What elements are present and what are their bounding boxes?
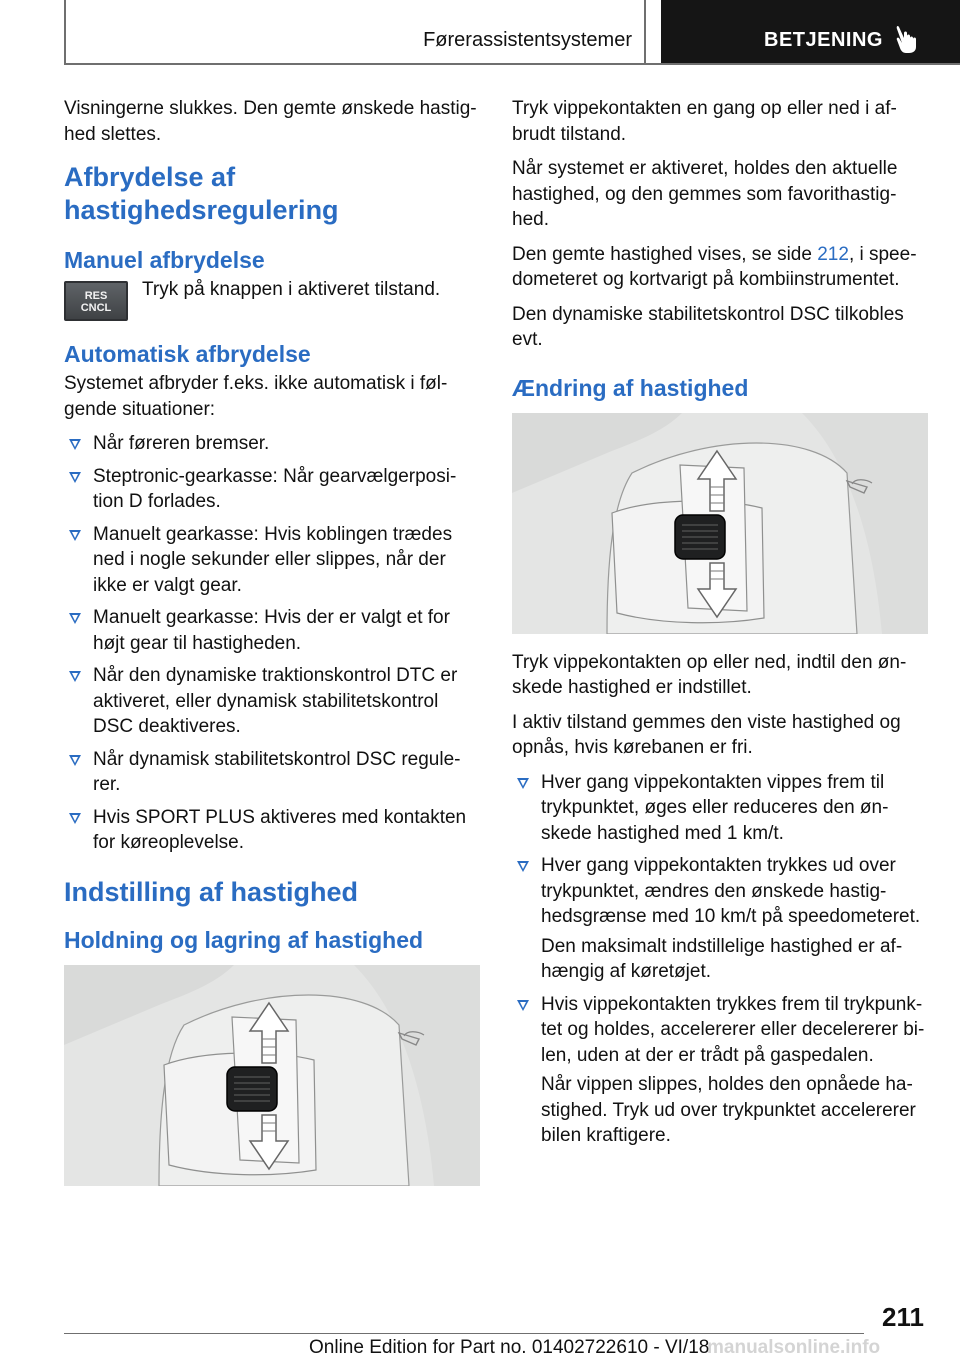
change-speed-list xyxy=(512,770,932,1149)
heading-cancel-cruise: Afbrydelse af hastighedsregulering xyxy=(64,162,339,225)
header-chapter-tab xyxy=(661,0,960,65)
page-reference-link[interactable]: 212 xyxy=(817,243,849,265)
res-cncl-button-icon xyxy=(64,281,128,321)
heading-auto-cancel: Automatisk afbrydelse xyxy=(64,341,311,367)
list-item xyxy=(64,605,478,656)
header-section-tab xyxy=(64,0,646,63)
list-item xyxy=(64,663,478,740)
list-item xyxy=(64,464,478,515)
header-section-title: Førerassistentsystemer xyxy=(423,29,632,51)
right-paragraph-6: I aktiv tilstand gemmes den viste hastighed og opnås, hvis kørebanen er fri. xyxy=(512,711,901,758)
list-item-text: Hver gang vippekontakten vippes frem til trykpunktet, øges eller reduceres den øn-skede hastighed med 1 km/t. xyxy=(541,771,889,844)
pointing-hand-icon xyxy=(895,25,921,55)
right-paragraph-2: Når systemet er aktiveret, holdes den aktuelle hastighed, og den gemmes som favorithastig-hed. xyxy=(512,158,898,230)
res-label: RES xyxy=(84,290,108,302)
triangle-bullet-icon xyxy=(69,671,81,682)
right-paragraph-5: Tryk vippekontakten op eller ned, indtil den øn-skede hastighed er indstillet. xyxy=(512,651,907,698)
page-number: 211 xyxy=(882,1302,924,1332)
right-paragraph-1: Tryk vippekontakten en gang op eller ned i af-brudt tilstand. xyxy=(512,98,897,145)
triangle-bullet-icon xyxy=(517,778,529,789)
list-item xyxy=(512,770,932,847)
res-cncl-row xyxy=(64,277,478,327)
triangle-bullet-icon xyxy=(69,530,81,541)
manual-cancel-text: Tryk på knappen i aktiveret tilstand. xyxy=(142,279,441,300)
list-item-text: Når dynamisk stabilitetskontrol DSC regule-rer. xyxy=(93,748,461,795)
cncl-label: CNCL xyxy=(80,302,112,314)
triangle-bullet-icon xyxy=(69,813,81,824)
right-paragraph-4: Den dynamiske stabilitetskontrol DSC tilkobles evt. xyxy=(512,303,904,350)
list-item-text: Manuelt gearkasse: Hvis koblingen trædes ned i nogle sekunder eller slippes, når der ikke er valgt gear. xyxy=(93,523,453,596)
list-item-text: Steptronic-gearkasse: Når gearvælgerposi-tion D forlades. xyxy=(93,465,457,512)
list-item-text: Hvis vippekontakten trykkes frem til trykpunk-tet og holdes, accelererer eller decelererer bi-len, uden at der er trådt på gaspedalen. xyxy=(541,993,925,1066)
steering-wheel-rocker-figure xyxy=(64,965,480,1186)
list-item-text: Når den dynamiske traktionskontrol DTC er aktiveret, eller dynamisk stabilitetskontrol DSC deaktiveres. xyxy=(93,665,458,737)
list-item-text: Manuelt gearkasse: Hvis der er valgt et for højt gear til hastigheden. xyxy=(93,607,450,654)
list-item-text: Hvis SPORT PLUS aktiveres med kontakten for køreoplevelse. xyxy=(93,806,467,853)
heading-manual-cancel: Manuel afbrydelse xyxy=(64,247,265,273)
steering-wheel-rocker-figure xyxy=(512,413,928,634)
list-item-text: Hver gang vippekontakten trykkes ud over trykpunktet, ændres den ønskede hastig-hedsgrænse med 10 km/t på speedometeret. xyxy=(541,855,921,927)
list-item-subtext: Den maksimalt indstillelige hastighed er af-hængig af køretøjet. xyxy=(541,935,903,982)
triangle-bullet-icon xyxy=(69,439,81,450)
header-rule xyxy=(64,63,960,65)
heading-change-speed: Ændring af hastighed xyxy=(512,374,749,401)
list-item-subtext: Når vippen slippes, holdes den opnåede ha-stighed. Tryk ud over trykpunktet accelererer bilen kraftigere. xyxy=(541,1074,916,1146)
right-paragraph-3 xyxy=(512,242,932,293)
p3-before: Den gemte hastighed vises, se side xyxy=(512,243,818,265)
triangle-bullet-icon xyxy=(69,613,81,624)
triangle-bullet-icon xyxy=(69,472,81,483)
triangle-bullet-icon xyxy=(517,861,529,872)
right-column xyxy=(512,96,932,1156)
auto-intro-paragraph: Systemet afbryder f.eks. ikke automatisk i føl-gende situationer: xyxy=(64,373,448,420)
heading-hold-speed: Holdning og lagring af hastighed xyxy=(64,926,424,953)
header-chapter-title: BETJENING xyxy=(764,29,883,51)
footer-edition: Online Edition for Part no. 01402722610 - VI/18 xyxy=(309,1337,710,1358)
auto-cancel-list xyxy=(64,431,478,856)
list-item xyxy=(512,853,932,985)
list-item xyxy=(64,805,478,856)
intro-paragraph: Visningerne slukkes. Den gemte ønskede hastig-hed slettes. xyxy=(64,98,477,145)
left-column xyxy=(64,96,478,1200)
list-item xyxy=(64,431,478,457)
list-item xyxy=(512,992,932,1149)
triangle-bullet-icon xyxy=(517,1000,529,1011)
triangle-bullet-icon xyxy=(69,755,81,766)
watermark-logo: manualsonline.info xyxy=(707,1337,881,1358)
list-item xyxy=(64,522,478,599)
p3-after: , i spee-dometeret og kortvarigt på kombiinstrumentet. xyxy=(512,243,917,290)
footer-rule xyxy=(64,1333,864,1334)
list-item-text: Når føreren bremser. xyxy=(93,433,270,454)
list-item xyxy=(64,747,478,798)
heading-set-speed: Indstilling af hastighed xyxy=(64,876,359,907)
